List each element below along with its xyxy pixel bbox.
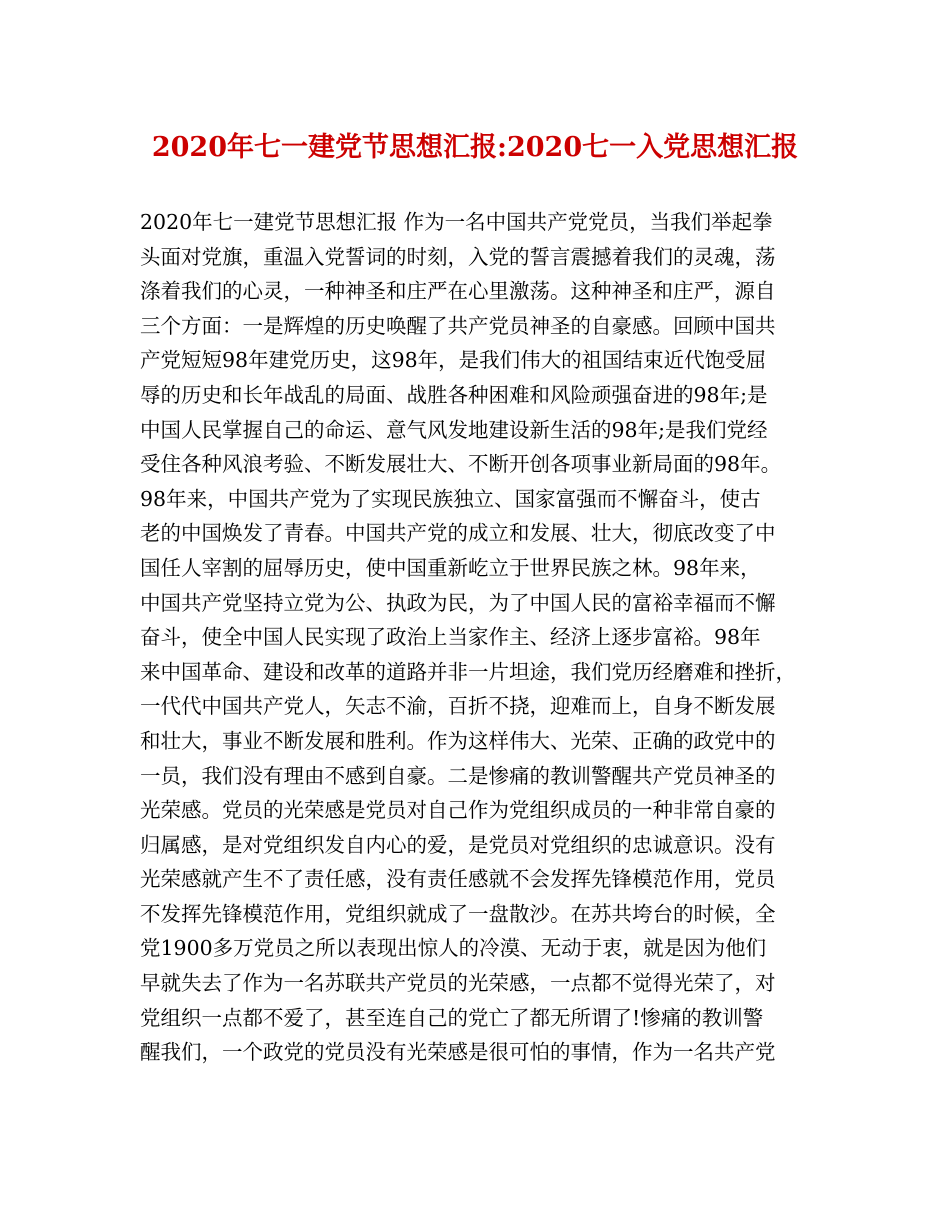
body-line: 来中国革命、建设和改革的道路并非一片坦途，我们党历经磨难和挫折， — [140, 659, 796, 684]
body-line: 三个方面：一是辉煌的历史唤醒了共产党员神圣的自豪感。回顾中国共 — [140, 313, 776, 338]
body-line: 头面对党旗，重温入党誓词的时刻，入党的誓言震撼着我们的灵魂，荡 — [140, 244, 776, 269]
body-line: 奋斗，使全中国人民实现了政治上当家作主、经济上逐步富裕。98年 — [140, 625, 761, 650]
body-line: 光荣感。党员的光荣感是党员对自己作为党组织成员的一种非常自豪的 — [140, 798, 776, 823]
body-line: 光荣感就产生不了责任感，没有责任感就不会发挥先锋模范作用，党员 — [140, 867, 776, 892]
body-line: 老的中国焕发了青春。中国共产党的成立和发展、壮大，彻底改变了中 — [140, 521, 776, 546]
body-line: 不发挥先锋模范作用，党组织就成了一盘散沙。在苏共垮台的时候，全 — [140, 901, 776, 926]
body-line: 涤着我们的心灵，一种神圣和庄严在心里激荡。这种神圣和庄严，源自 — [140, 279, 776, 304]
document-title: 2020年七一建党节思想汇报:2020七一入党思想汇报 — [151, 132, 799, 163]
body-line: 早就失去了作为一名苏联共产党员的光荣感，一点都不觉得光荣了，对 — [140, 971, 776, 996]
body-line: 党1900多万党员之所以表现出惊人的冷漠、无动于衷，就是因为他们 — [140, 936, 767, 961]
document-body — [140, 205, 820, 1070]
body-line: 中国共产党坚持立党为公、执政为民，为了中国人民的富裕幸福而不懈 — [140, 590, 776, 615]
body-line: 一代代中国共产党人，矢志不渝，百折不挠，迎难而上，自身不断发展 — [140, 694, 776, 719]
body-line: 产党短短98年建党历史，这98年，是我们伟大的祖国结束近代饱受屈 — [140, 348, 767, 373]
body-line: 辱的历史和长年战乱的局面、战胜各种困难和风险顽强奋进的98年;是 — [140, 382, 768, 407]
body-line: 醒我们，一个政党的党员没有光荣感是很可怕的事情，作为一名共产党 — [140, 1040, 776, 1065]
body-line: 党组织一点都不爱了，甚至连自己的党亡了都无所谓了!惨痛的教训警 — [140, 1005, 764, 1030]
body-line: 国任人宰割的屈辱历史，使中国重新屹立于世界民族之林。98年来， — [140, 555, 761, 580]
body-line: 中国人民掌握自己的命运、意气风发地建设新生活的98年;是我们党经 — [140, 417, 768, 442]
body-line: 98年来，中国共产党为了实现民族独立、国家富强而不懈奋斗，使古 — [140, 486, 761, 511]
body-line: 一员，我们没有理由不感到自豪。二是惨痛的教训警醒共产党员神圣的 — [140, 763, 776, 788]
body-line: 归属感，是对党组织发自内心的爱，是党员对党组织的忠诚意识。没有 — [140, 832, 776, 857]
body-line: 和壮大，事业不断发展和胜利。作为这样伟大、光荣、正确的政党中的 — [140, 728, 776, 753]
body-line: 受住各种风浪考验、不断发展壮大、不断开创各项事业新局面的98年。 — [140, 452, 782, 477]
body-line: 2020年七一建党节思想汇报 作为一名中国共产党党员，当我们举起拳 — [140, 210, 773, 234]
